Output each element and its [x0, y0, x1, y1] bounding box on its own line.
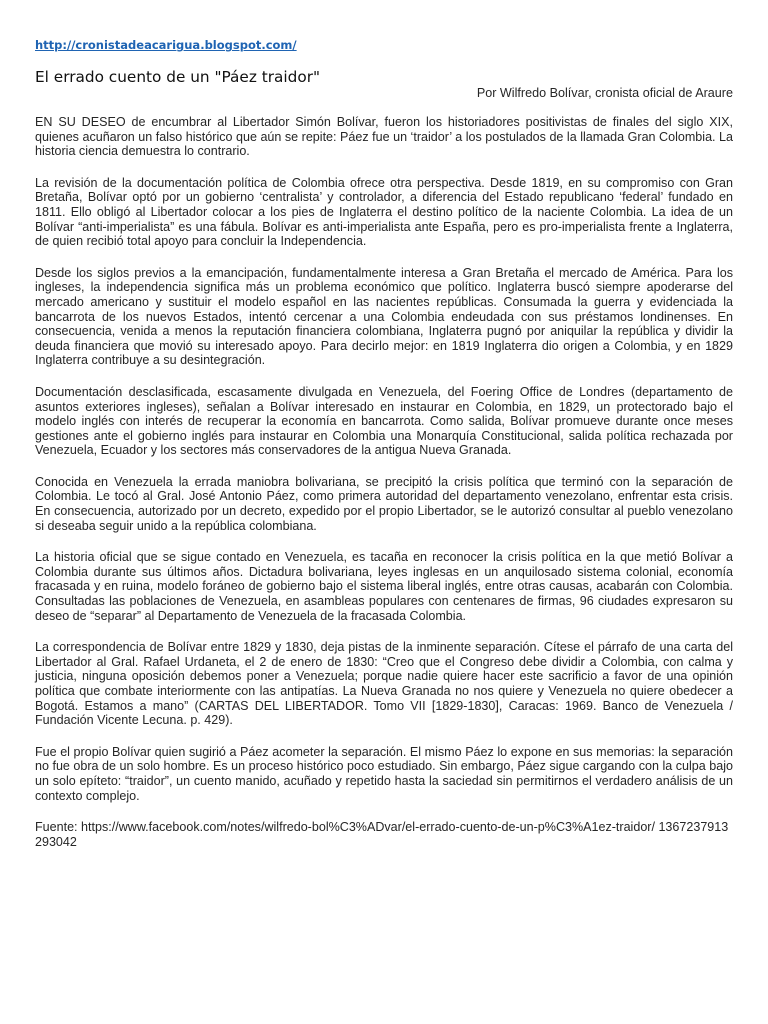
- source-blog-link[interactable]: http://cronistadeacarigua.blogspot.com/: [35, 38, 297, 52]
- article-paragraph: Fue el propio Bolívar quien sugirió a Páez acometer la separación. El mismo Páez lo expone en sus memorias: la separación no fue obra de un solo hombre. Es un proceso histórico poco estudiado. Sin embargo, Páez sigue cargando con la culpa bajo un solo epíteto: “traidor”, un cuento manido, acuñado y repetido hasta la saciedad sin permitirnos el verdadero análisis de un contexto complejo.: [35, 744, 733, 803]
- article-byline: Por Wilfredo Bolívar, cronista oficial de Araure: [476, 86, 733, 100]
- article-paragraph: EN SU DESEO de encumbrar al Libertador Simón Bolívar, fueron los historiadores positivistas de finales del siglo XIX, quienes acuñaron un falso histórico que aún se repite: Páez fue un ‘traidor’ a los postulados de la llamada Gran Colombia. La historia ciencia demuestra lo contrario.: [35, 115, 733, 159]
- article-paragraph: Conocida en Venezuela la errada maniobra bolivariana, se precipitó la crisis política que terminó con la separación de Colombia. Le tocó al Gral. José Antonio Páez, como primera autoridad del departamento venezolano, enfrentar esta crisis. En consecuencia, autorizado por un decreto, expedido por el propio Libertador, se le autorizó consultar al pueblo venezolano si deseaba seguir unido a la república colombiana.: [35, 474, 733, 533]
- article-paragraph: Desde los siglos previos a la emancipación, fundamentalmente interesa a Gran Bretaña el mercado de América. Para los ingleses, la independencia significa más un problema económico que político. Inglaterra buscó siempre apoderarse del mercado americano y sustituir el modelo español en las nacientes repúblicas. Consumada la guerra y evidenciada la bancarrota de los nuevos Estados, intentó cercenar a una Colombia endeudada con sus préstamos londinenses. En consecuencia, venida a menos la reputación financiera colombiana, Inglaterra pugnó por aniquilar la república y dividir la deuda financiera que movió su interesado apoyo. Para decirlo mejor: en 1819 Inglaterra dio origen a Colombia, y en 1829 Inglaterra contribuye a su desintegración.: [35, 265, 733, 368]
- article-paragraph: La correspondencia de Bolívar entre 1829 y 1830, deja pistas de la inminente separación. Cítese el párrafo de una carta del Libertador al Gral. Rafael Urdaneta, el 2 de enero de 1830: “Creo que el Congreso debe dividir a Colombia, con calma y justicia, ninguna oposición debemos poner a Venezuela; porque nadie quiere hacer este sacrificio a favor de una opinión política que combate interiormente con las antipatías. La Nueva Granada no nos quiere y Venezuela no quiere obedecer a Bogotá. Estamos a mano” (CARTAS DEL LIBERTADOR. Tomo VII [1829-1830], Caracas: 1969. Banco de Venezuela / Fundación Vicente Lecuna. p. 429).: [35, 640, 733, 728]
- article-title: El errado cuento de un "Páez traidor": [35, 68, 321, 86]
- article-paragraph: La historia oficial que se sigue contado en Venezuela, es tacaña en reconocer la crisis política en la que metió Bolívar a Colombia durante sus últimos años. Dictadura bolivariana, leyes inglesas en un anquilosado sistema colonial, economía fracasada y en ruina, modelo foráneo de gobierno bajo el sistema liberal inglés, entre otras causas, acabarán con Colombia. Consultadas las poblaciones de Venezuela, en asambleas populares con centenares de firmas, 96 ciudades expresaron su deseo de “separar” al Departamento de Venezuela de la fracasada Colombia.: [35, 550, 733, 623]
- article-paragraph: Documentación desclasificada, escasamente divulgada en Venezuela, del Foering Office de Londres (departamento de asuntos exteriores ingleses), señalan a Bolívar interesado en instaurar en Colombia, en 1829, un protectorado bajo el modelo inglés con interés de recuperar la economía en bancarrota. Como salida, Bolívar promueve durante once meses gestiones ante el gobierno inglés para instaurar en Colombia una Monarquía Constitucional, salida política rechazada por Venezuela, Ecuador y los sectores más conservadores de la antigua Nueva Granada.: [35, 384, 733, 458]
- source-note: Fuente: https://www.facebook.com/notes/wilfredo-bol%C3%ADvar/el-errado-cuento-de-un-p%C3%A1ez-traidor/ 1367237913293042: [35, 820, 729, 850]
- article-paragraph: La revisión de la documentación política de Colombia ofrece otra perspectiva. Desde 1819, en su compromiso con Gran Bretaña, Bolívar optó por un gobierno ‘centralista’ y controlador, a diferencia del Estado republicano ‘federal’ fundado en 1811. Ello obligó al Libertador colocar a los pies de Inglaterra el destino político de la naciente Colombia. La idea de un Bolívar “anti-imperialista” es una fábula. Bolívar es anti-imperialista ante España, pero es pro-imperialista frente a Inglaterra, de quien recibió total apoyo para concluir la Independencia.: [35, 175, 733, 249]
- article-body: [35, 115, 733, 803]
- document-page: [35, 36, 733, 850]
